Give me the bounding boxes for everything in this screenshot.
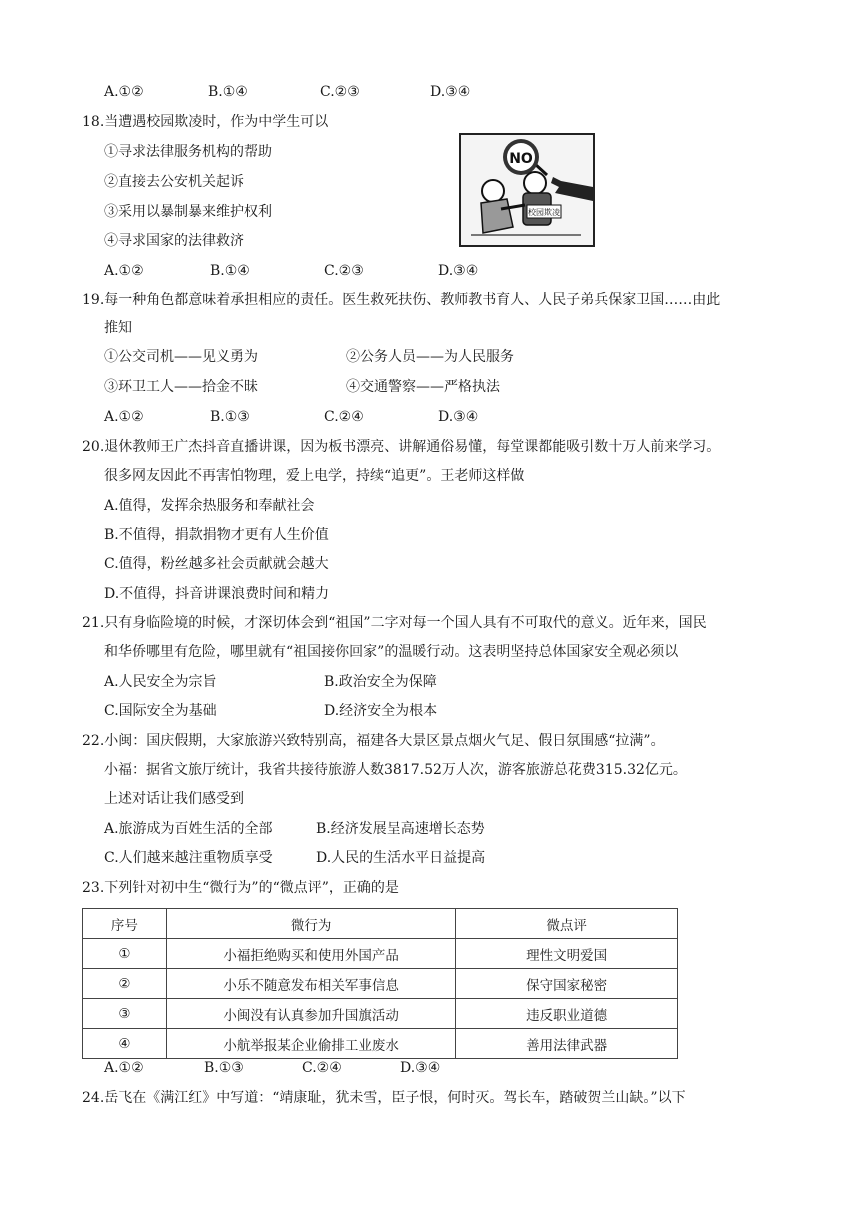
q21-option-a: A.人民安全为宗旨 (104, 674, 217, 690)
table-row (83, 1029, 678, 1059)
table-cell: ① (83, 939, 167, 969)
q17-option-b: B.①④ (208, 84, 248, 100)
table-cell: 善用法律武器 (456, 1029, 678, 1059)
q21-stem-line-2: 和华侨哪里有危险，哪里就有“祖国接你回家”的温暖行动。这表明坚持总体国家安全观必须以 (104, 644, 679, 660)
q19-option-b: B.①③ (210, 409, 250, 425)
q20-stem-line-1: 20.退休教师王广杰抖音直播讲课，因为板书漂亮、讲解通俗易懂，每堂课都能吸引数十万人前来学习。 (82, 439, 721, 455)
q17-option-a: A.①② (104, 84, 144, 100)
q19-stem-line-2: 推知 (104, 320, 132, 336)
q18-option-b: B.①④ (210, 263, 250, 279)
q22-line-1: 22.小闽：国庆假期，大家旅游兴致特别高，福建各大景区景点烟火气足、假日氛围感“拉满”。 (82, 733, 665, 749)
table-header-cell: 序号 (83, 909, 167, 939)
q21-option-c: C.国际安全为基础 (104, 703, 217, 719)
table-row (83, 999, 678, 1029)
q22-option-b: B.经济发展呈高速增长态势 (316, 821, 485, 837)
q24-stem-line-1: 24.岳飞在《满江红》中写道：“靖康耻，犹未雪，臣子恨，何时灭。驾长车，踏破贺兰山缺。”以下 (82, 1090, 686, 1106)
q19-stem-line-1: 19.每一种角色都意味着承担相应的责任。医生救死扶伤、教师教书育人、人民子弟兵保家卫国……由此 (82, 292, 721, 308)
table-row (83, 969, 678, 999)
q23-option-b: B.①③ (204, 1060, 244, 1076)
q17-option-c: C.②③ (320, 84, 360, 100)
cartoon-tag: 校园欺凌 (528, 208, 560, 217)
table-cell: 保守国家秘密 (456, 969, 678, 999)
table-cell: 小乐不随意发布相关军事信息 (166, 969, 456, 999)
q19-option-d: D.③④ (438, 409, 479, 425)
table-cell: ④ (83, 1029, 167, 1059)
q18-item-1: ①寻求法律服务机构的帮助 (104, 144, 272, 160)
q23-option-a: A.①② (104, 1060, 144, 1076)
q23-option-d: D.③④ (400, 1060, 441, 1076)
q20-option-c: C.值得，粉丝越多社会贡献就会越大 (104, 556, 329, 572)
q22-option-c: C.人们越来越注重物质享受 (104, 850, 273, 866)
q19-item-3: ③环卫工人——拾金不昧 (104, 379, 258, 395)
q19-item-2: ②公务人员——为人民服务 (346, 349, 514, 365)
table-header-cell: 微点评 (456, 909, 678, 939)
table-header-cell: 微行为 (166, 909, 456, 939)
q19-item-4: ④交通警察——严格执法 (346, 379, 500, 395)
q18-item-2: ②直接去公安机关起诉 (104, 174, 244, 190)
cartoon-no-sign: NO (509, 151, 533, 167)
bullying-cartoon (459, 133, 595, 247)
q19-option-a: A.①② (104, 409, 144, 425)
q23-option-c: C.②④ (302, 1060, 342, 1076)
q23-stem: 23.下列针对初中生“微行为”的“微点评”，正确的是 (82, 880, 399, 896)
q20-option-b: B.不值得，捐款捐物才更有人生价值 (104, 527, 329, 543)
q17-option-d: D.③④ (430, 84, 471, 100)
q21-stem-line-1: 21.只有身临险境的时候，才深切体会到“祖国”二字对每一个国人具有不可取代的意义。近年来，国民 (82, 615, 707, 631)
q19-item-1: ①公交司机——见义勇为 (104, 349, 258, 365)
q22-line-3: 上述对话让我们感受到 (104, 791, 244, 807)
q19-option-c: C.②④ (324, 409, 364, 425)
q21-option-b: B.政治安全为保障 (324, 674, 437, 690)
q18-item-3: ③采用以暴制暴来维护权利 (104, 204, 272, 220)
table-cell: 违反职业道德 (456, 999, 678, 1029)
q18-option-a: A.①② (104, 263, 144, 279)
q21-option-d: D.经济安全为根本 (324, 703, 438, 719)
table-cell: 小闽没有认真参加升国旗活动 (166, 999, 456, 1029)
table-cell: ③ (83, 999, 167, 1029)
micro-behavior-table (82, 908, 678, 1059)
q20-option-d: D.不值得，抖音讲课浪费时间和精力 (104, 586, 330, 602)
table-cell: 小航举报某企业偷排工业废水 (166, 1029, 456, 1059)
q18-option-d: D.③④ (438, 263, 479, 279)
q22-line-2: 小福：据省文旅厅统计，我省共接待旅游人数3817.52万人次，游客旅游总花费315.32亿元。 (104, 762, 687, 778)
table-cell: 小福拒绝购买和使用外国产品 (166, 939, 456, 969)
q22-option-a: A.旅游成为百姓生活的全部 (104, 821, 273, 837)
table-header-row (83, 909, 678, 939)
table-cell: 理性文明爱国 (456, 939, 678, 969)
q18-stem: 18.当遭遇校园欺凌时，作为中学生可以 (82, 114, 329, 130)
table-row (83, 939, 678, 969)
q22-option-d: D.人民的生活水平日益提高 (316, 850, 486, 866)
q20-option-a: A.值得，发挥余热服务和奉献社会 (104, 498, 315, 514)
q18-item-4: ④寻求国家的法律救济 (104, 233, 244, 249)
q20-stem-line-2: 很多网友因此不再害怕物理，爱上电学，持续“追更”。王老师这样做 (104, 468, 525, 484)
table-cell: ② (83, 969, 167, 999)
q18-option-c: C.②③ (324, 263, 364, 279)
